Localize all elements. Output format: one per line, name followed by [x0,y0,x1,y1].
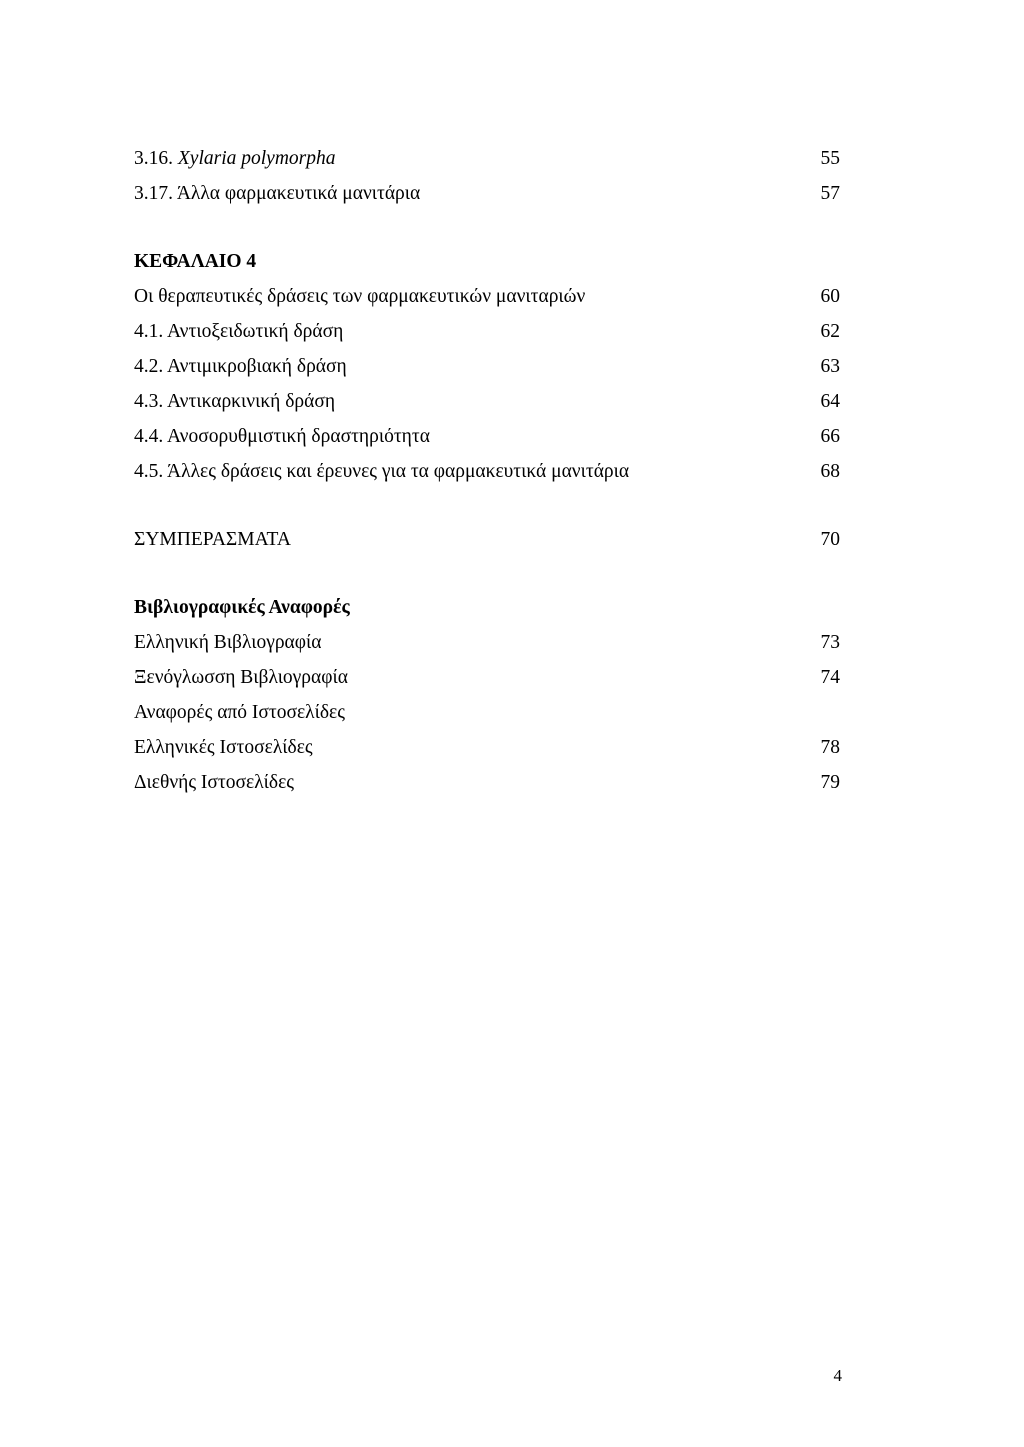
toc-entry-title: Ξενόγλωσση Βιβλιογραφία [134,667,348,688]
toc-entry-title: 4.3. Αντικαρκινική δράση [134,391,336,412]
toc-entry-title: Διεθνής Ιστοσελίδες [134,772,295,793]
toc-entry-title: 4.4. Ανοσορυθμιστική δραστηριότητα [134,426,430,447]
toc-entry-page: 68 [820,461,840,482]
toc-entry-page: 60 [820,286,840,307]
toc-entry-title: 4.2. Αντιμικροβιακή δράση [134,356,347,377]
toc-entry-page: 79 [820,772,840,793]
toc-entry-page: 66 [820,426,840,447]
toc-entry [134,765,840,800]
toc-entry-title: 4.5. Άλλες δράσεις και έρευνες για τα φαρμακευτικά μανιτάρια [134,461,630,482]
toc-entry [134,141,840,176]
table-of-contents [134,141,840,800]
chapter-heading: ΚΕΦΑΛΑΙΟ 4 [134,251,257,272]
toc-entry [134,730,840,765]
toc-entry-page: 78 [820,737,840,758]
toc-entry [134,314,840,349]
spacer [134,211,840,244]
toc-entry-title: ΣΥΜΠΕΡΑΣΜΑΤΑ [134,529,291,550]
toc-entry-page: 70 [820,529,840,550]
toc-entry-title: Αναφορές από Ιστοσελίδες [134,702,345,723]
toc-entry-page: 57 [820,183,840,204]
toc-entry [134,695,840,730]
toc-entry-title: Ελληνικές Ιστοσελίδες [134,737,313,758]
toc-entry-page: 55 [820,148,840,169]
toc-entry-title: Ελληνική Βιβλιογραφία [134,632,322,653]
page-number: 4 [833,1366,842,1385]
toc-entry [134,625,840,660]
toc-entry [134,176,840,211]
toc-entry-page: 63 [820,356,840,377]
references-heading: Βιβλιογραφικές Αναφορές [134,597,350,618]
toc-entry-title: 3.16. Xylaria polymorpha [134,148,336,169]
toc-entry [134,660,840,695]
toc-entry-title: 4.1. Αντιοξειδωτική δράση [134,321,344,342]
toc-entry [134,279,840,314]
toc-entry-title: 3.17. Άλλα φαρμακευτικά μανιτάρια [134,183,421,204]
toc-entry [134,419,840,454]
toc-entry [134,454,840,489]
spacer [134,557,840,590]
conclusions-entry [134,522,840,557]
toc-entry-page: 73 [820,632,840,653]
toc-entry-title: Οι θεραπευτικές δράσεις των φαρμακευτικών μανιταριών [134,286,586,307]
toc-entry [134,384,840,419]
spacer [134,489,840,522]
toc-entry-page: 64 [820,391,840,412]
toc-entry-page: 62 [820,321,840,342]
toc-entry [134,349,840,384]
toc-entry-page: 74 [820,667,840,688]
